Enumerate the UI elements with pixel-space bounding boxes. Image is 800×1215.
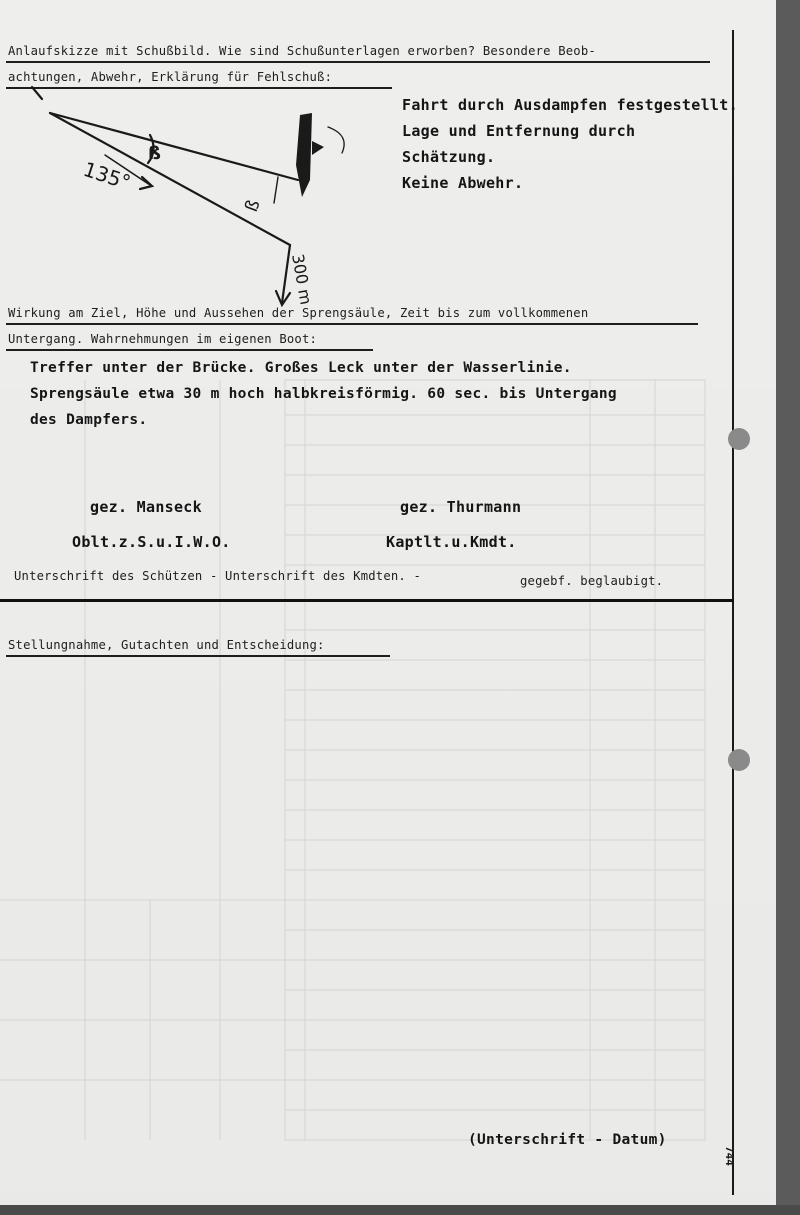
effect-line-3: des Dampfers. xyxy=(30,412,148,428)
sketch-ship-silhouette xyxy=(296,113,312,197)
wirkung-heading-rule1 xyxy=(6,323,698,325)
punch-hole-upper xyxy=(728,428,750,450)
side-page-mark: 744 xyxy=(723,1146,736,1166)
sketch-tick xyxy=(32,87,42,99)
signature-right-name: gez. Thurmann xyxy=(400,498,522,516)
anlauf-heading-line2: achtungen, Abwehr, Erklärung für Fehlschuß: xyxy=(8,70,333,84)
certified-note: gegebf. beglaubigt. xyxy=(520,574,664,588)
wirkung-heading-rule2 xyxy=(6,349,373,351)
scan-edge-bottom xyxy=(0,1205,800,1215)
sketch-distance-label: 300 m xyxy=(288,252,316,307)
stellung-heading-rule xyxy=(6,655,390,657)
observation-line-1: Fahrt durch Ausdampfen festgestellt. xyxy=(402,96,738,114)
signature-left-name: gez. Manseck xyxy=(90,498,202,516)
effect-line-1: Treffer unter der Brücke. Großes Leck unter der Wasserlinie. xyxy=(30,360,572,376)
sketch-beta-label: ß xyxy=(240,196,265,215)
signature-date-caption: (Unterschrift - Datum) xyxy=(468,1132,667,1148)
scan-edge-right xyxy=(776,0,800,1215)
punch-hole-lower xyxy=(728,749,750,771)
anlauf-heading-rule1 xyxy=(6,61,710,63)
signature-left-rank: Oblt.z.S.u.I.W.O. xyxy=(72,533,231,551)
signature-caption: Unterschrift des Schützen - Unterschrift des Kmdten. - xyxy=(14,569,422,583)
sketch-ship-bridge xyxy=(312,141,324,155)
observation-line-2: Lage und Entfernung durch xyxy=(402,122,636,140)
signature-right-rank: Kaptlt.u.Kmdt. xyxy=(386,533,517,551)
sketch-angle-label: 135° xyxy=(80,156,134,195)
effect-line-2: Sprengsäule etwa 30 m hoch halbkreisförmig. 60 sec. bis Untergang xyxy=(30,386,617,402)
margin-line xyxy=(732,30,734,1195)
stellung-heading: Stellungnahme, Gutachten und Entscheidung: xyxy=(8,638,325,652)
observation-line-3: Schätzung. xyxy=(402,148,496,166)
anlauf-heading-line1: Anlaufskizze mit Schußbild. Wie sind Schußunterlagen erworben? Besondere Beob- xyxy=(8,44,596,58)
section-divider xyxy=(0,599,734,602)
sketch-alpha-label: ß xyxy=(148,143,161,164)
sketch-note-curve xyxy=(328,127,344,153)
observation-line-4: Keine Abwehr. xyxy=(402,174,524,192)
wirkung-heading-line2: Untergang. Wahrnehmungen im eigenen Boot: xyxy=(8,332,318,346)
sketch-aim-mark xyxy=(274,177,278,203)
attack-sketch xyxy=(30,85,370,315)
wirkung-heading-line1: Wirkung am Ziel, Höhe und Aussehen der Sprengsäule, Zeit bis zum vollkommenen xyxy=(8,306,589,320)
